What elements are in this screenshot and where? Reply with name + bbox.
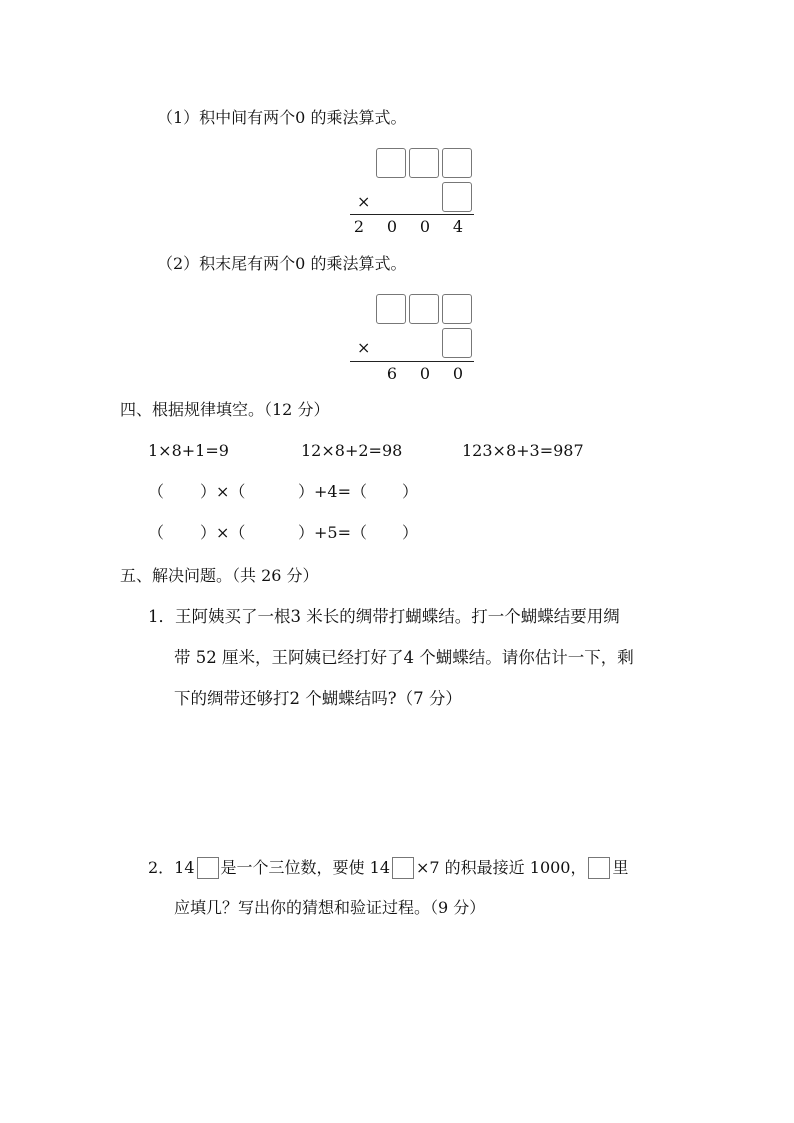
- problem-2-line-2: 应填几？写出你的猜想和验证过程。（9 分）: [174, 898, 486, 917]
- problem-2-text-c: ×7 的积最接近 1000，: [416, 858, 587, 877]
- problem-2-text-a: 2．14: [148, 858, 195, 877]
- q1-result-line: [350, 214, 474, 215]
- times-paren: ）×（: [200, 523, 246, 542]
- pattern-2: 12×8+2=98: [301, 441, 403, 460]
- q2-result-line: [350, 361, 474, 362]
- q2-product-digit: 0: [419, 364, 431, 383]
- digit-blank-box[interactable]: [392, 857, 414, 879]
- q2-title: （2）积末尾有两个0 的乘法算式。: [157, 254, 407, 273]
- q1-product-digit: 4: [452, 217, 464, 236]
- q1-multiplier-digit-box[interactable]: [442, 182, 472, 212]
- times-paren: ）×（: [200, 482, 246, 501]
- section4-heading: 四、根据规律填空。（12 分）: [120, 400, 330, 419]
- q1-title: （1）积中间有两个0 的乘法算式。: [157, 108, 407, 127]
- problem-1-line-2: 带 52 厘米，王阿姨已经打好了4 个蝴蝶结。请你估计一下，剩: [174, 648, 634, 667]
- q1-product-digit: 0: [386, 217, 398, 236]
- pattern-1: 1×8+1=9: [148, 441, 229, 460]
- section5-heading: 五、解决问题。（共 26 分）: [120, 566, 319, 585]
- q2-multiplicand-digit-box-2[interactable]: [409, 294, 439, 324]
- q1-multiplicand-digit-box-3[interactable]: [442, 148, 472, 178]
- plus-equals-paren: ）+4=（: [298, 482, 367, 501]
- q2-product-digit: 0: [452, 364, 464, 383]
- open-paren: （: [148, 482, 165, 501]
- problem-1-line-3: 下的绸带还够打2 个蝴蝶结吗?（7 分）: [174, 689, 462, 708]
- q1-product-digit: 0: [419, 217, 431, 236]
- plus-equals-paren: ）+5=（: [298, 523, 367, 542]
- pattern-3: 123×8+3=987: [462, 441, 584, 460]
- problem-2-text-b: 是一个三位数，要使 14: [220, 858, 390, 877]
- close-paren: ）: [402, 482, 419, 501]
- q2-multiplicand-digit-box-1[interactable]: [376, 294, 406, 324]
- open-paren: （: [148, 523, 165, 542]
- digit-blank-box[interactable]: [197, 857, 219, 879]
- problem-1-line-1: 1．王阿姨买了一根3 米长的绸带打蝴蝶结。打一个蝴蝶结要用绸: [148, 607, 620, 626]
- q1-multiplicand-digit-box-1[interactable]: [376, 148, 406, 178]
- q1-multiplicand-digit-box-2[interactable]: [409, 148, 439, 178]
- problem-2-line-1: [148, 857, 629, 879]
- q2-times-sign: ×: [357, 338, 371, 357]
- close-paren: ）: [402, 523, 419, 542]
- q1-times-sign: ×: [357, 192, 371, 211]
- q2-multiplicand-digit-box-3[interactable]: [442, 294, 472, 324]
- q1-product-digit: 2: [353, 217, 365, 236]
- problem-2-text-d: 里: [612, 858, 629, 877]
- q2-product-digit: 6: [386, 364, 398, 383]
- digit-blank-box[interactable]: [588, 857, 610, 879]
- q2-multiplier-digit-box[interactable]: [442, 328, 472, 358]
